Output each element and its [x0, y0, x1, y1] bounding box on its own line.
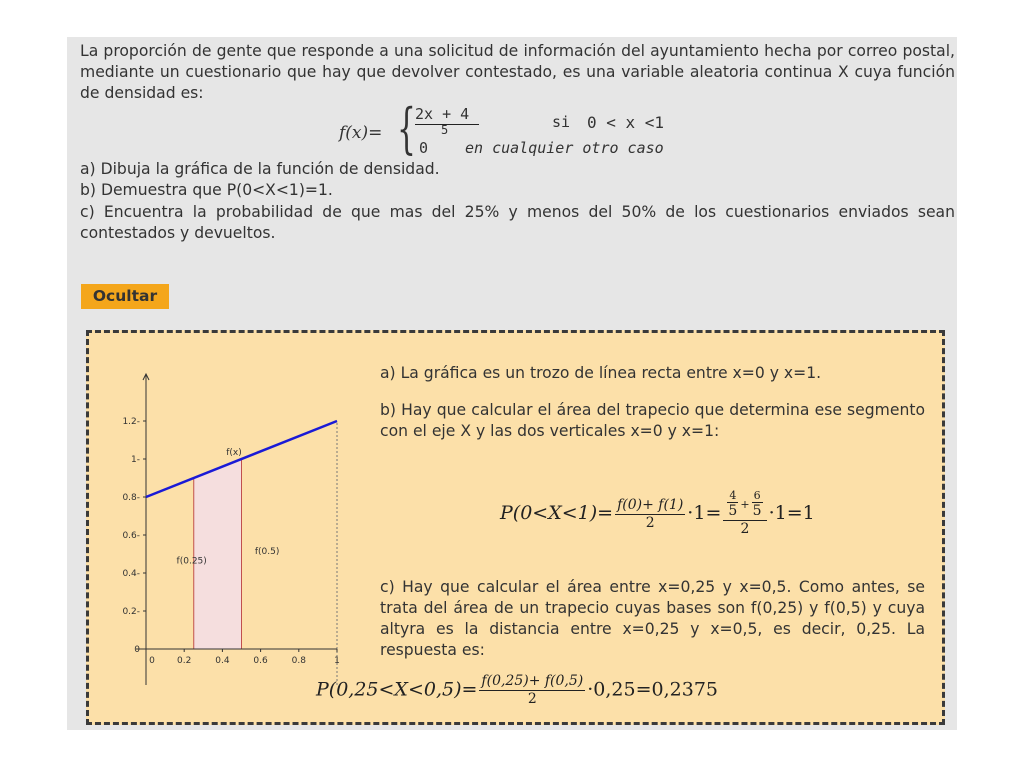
hide-solution-button[interactable]: Ocultar	[81, 284, 169, 309]
formula-case1-condition: 0 < x <1	[587, 113, 665, 132]
y-tick-label-1: 0.2-	[122, 607, 140, 617]
eq-b-frac2-c: 6	[753, 489, 761, 502]
problem-panel	[67, 37, 957, 730]
formula-case2-value: 0	[419, 139, 429, 157]
problem-item-b: b) Demuestra que P(0<X<1)=1.	[80, 181, 333, 199]
eq-b-frac2-a: 4	[729, 489, 737, 502]
eq-b-frac2-plus: +	[740, 498, 750, 511]
formula-brace: {	[397, 97, 416, 160]
formula-case1-numerator: 2x + 4	[415, 105, 470, 123]
series-label-fx: f(x)	[226, 448, 242, 459]
x-tick-label-4: 0.8	[291, 656, 306, 666]
eq-c-frac-num: f(0,25)+ f(0,5)	[481, 673, 584, 689]
equation-part-c: P(0,25<X<0,5)= $\frac{f(0,25)+ f(0,5)}{2}$ ·0,25=0,2375	[316, 673, 719, 707]
y-tick-label-0: 0	[134, 645, 140, 655]
eq-b-frac2-den: 2	[740, 521, 750, 537]
eq-b-mult1: ·1	[687, 502, 706, 524]
eq-b-mult2: ·1	[768, 502, 787, 524]
x-tick-label-3: 0.6	[253, 656, 268, 666]
eq-b-frac1-num: f(0)+ f(1)	[617, 496, 684, 513]
eq-b-frac2-d: 5	[752, 503, 762, 519]
formula-case2-condition: en cualquier otro caso	[465, 139, 664, 157]
solution-part-c: c) Hay que calcular el área entre x=0,25 y x=0,5. Como antes, se trata del área de un trapecio cuyas bases son f(0,25) y f(0,5) y cuya altyra es la distancia entre x=0,25 y x=0,5, es decir, 0,25. La respuesta es:	[380, 578, 925, 659]
density-formula	[337, 97, 697, 161]
x-tick-label-0: 0	[149, 656, 155, 666]
eq-b-result: 1	[802, 502, 815, 524]
eq-c-frac-den: 2	[527, 691, 537, 707]
eq-b-lhs: P(0<X<1)	[500, 502, 598, 524]
eq-b-frac2-b: 5	[728, 503, 738, 519]
formula-equals: =	[368, 123, 383, 143]
vertical-label-1: f(0.5)	[254, 547, 280, 557]
y-tick-label-5: 1-	[131, 455, 140, 465]
eq-c-mult: ·0,25	[587, 678, 636, 701]
eq-b-frac1-den: 2	[645, 514, 655, 531]
problem-item-a: a) Dibuja la gráfica de la función de densidad.	[80, 160, 440, 178]
eq-c-fraction	[479, 673, 585, 708]
equation-part-b: P(0<X<1)= $\frac{f(0)+ f(1)}{2}$ ·1= $\frac{4}{5}$ + $\frac{6}{5}$ 2 ·1=1	[500, 489, 815, 537]
eq-b-fraction-1	[615, 497, 685, 532]
eq-c-lhs: P(0,25<X<0,5)	[316, 678, 462, 701]
y-tick-label-4: 0.8-	[122, 493, 140, 503]
x-tick-label-5: 1	[334, 656, 340, 666]
y-tick-label-3: 0.6-	[122, 531, 140, 541]
problem-item-c: c) Encuentra la probabilidad de que mas del 25% y menos del 50% de los cuestionarios enviados sean contestados y devueltos.	[80, 203, 955, 242]
eq-b-fraction-2	[723, 490, 766, 538]
formula-case1-denominator: 5	[441, 123, 449, 137]
y-tick-label-2: 0.4-	[122, 569, 140, 579]
x-tick-label-2: 0.4	[215, 656, 230, 666]
eq-c-result: 0,2375	[651, 678, 719, 701]
y-tick-label-6: 1.2-	[122, 417, 140, 427]
shaded-area	[194, 459, 242, 649]
vertical-label-0: f(0.25)	[176, 556, 207, 567]
problem-intro: La proporción de gente que responde a una solicitud de información del ayuntamiento hecha por correo postal, mediante un cuestionario que hay que devolver contestado, es una variable aleatoria continua X cuya función de densidad es:	[80, 42, 955, 102]
x-tick-label-1: 0.2	[177, 656, 192, 666]
density-graph	[104, 353, 344, 693]
formula-lhs: f(x)	[339, 123, 369, 143]
solution-box	[86, 330, 945, 725]
solution-part-b: b) Hay que calcular el área del trapecio que determina ese segmento con el eje X y las dos verticales x=0 y x=1:	[380, 401, 925, 440]
formula-case1-si: si	[552, 113, 571, 131]
solution-part-a: a) La gráfica es un trozo de línea recta entre x=0 y x=1.	[380, 364, 822, 382]
